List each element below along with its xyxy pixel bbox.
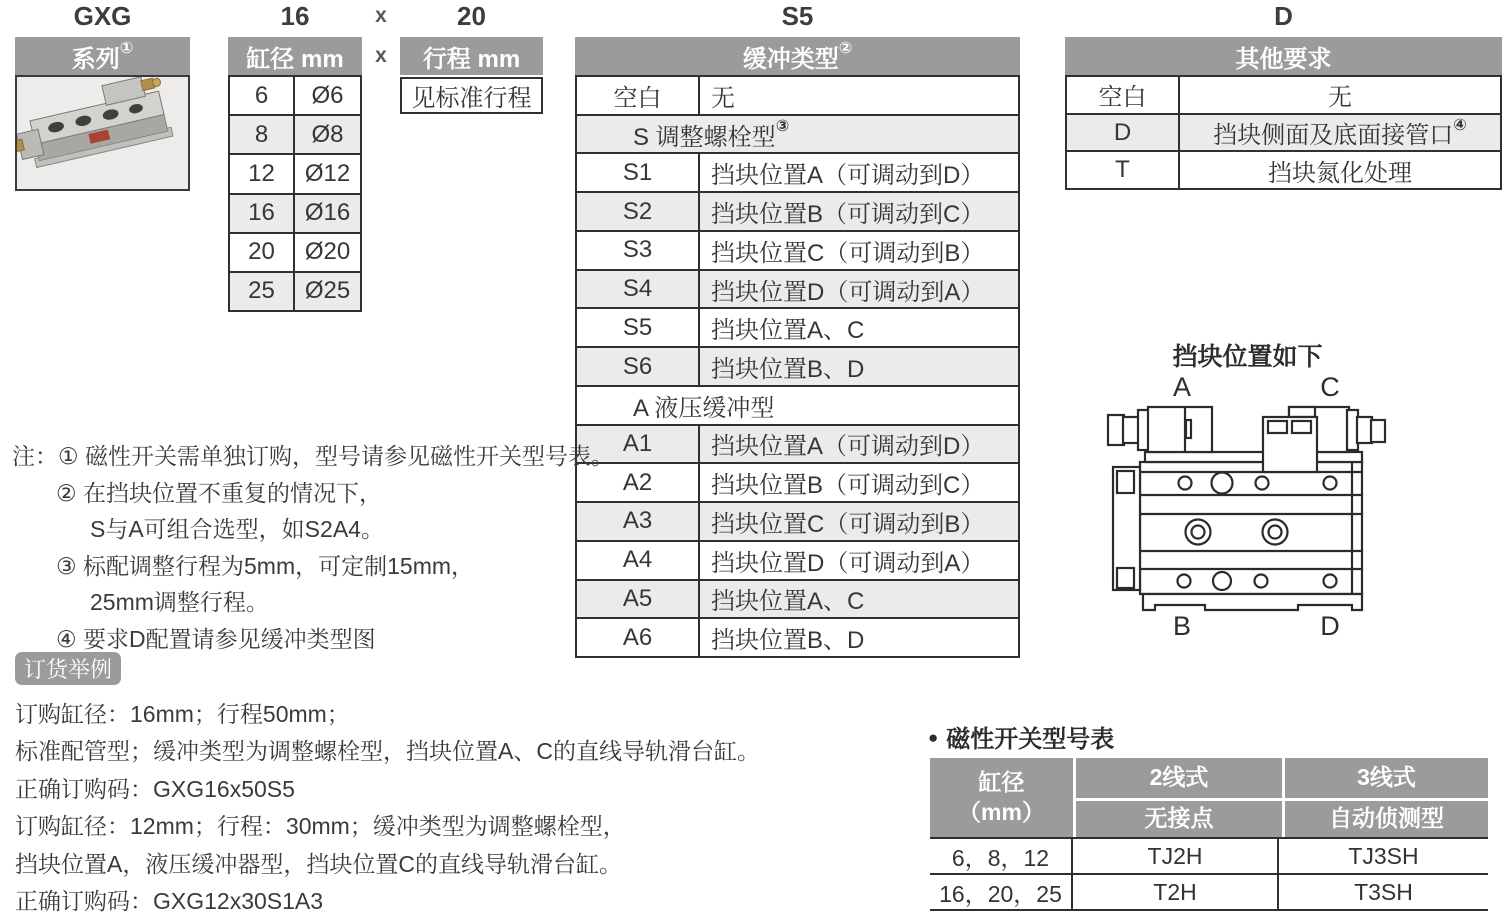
buffer-group-text: S 调整螺栓型 bbox=[633, 123, 776, 151]
switch-header-2wire-sub: 无接点 bbox=[1076, 801, 1282, 837]
stopper-label-d: D bbox=[1320, 611, 1340, 641]
table-row bbox=[1067, 113, 1500, 151]
buffer-group-label bbox=[577, 116, 1018, 153]
note-line: ④ 要求D配置请参见缓冲类型图 bbox=[56, 625, 376, 652]
stroke-header: 行程 mm bbox=[400, 37, 543, 75]
buffer-type-table bbox=[575, 75, 1020, 658]
series-header-label: 系列 bbox=[71, 45, 120, 73]
buffer-group-row bbox=[577, 114, 1018, 153]
code-buffer: S5 bbox=[781, 1, 814, 31]
buffer-desc-cell: 挡块位置C（可调动到B） bbox=[711, 510, 985, 538]
table-row bbox=[577, 424, 1018, 463]
switch-header-bore-line2: （mm） bbox=[958, 798, 1045, 825]
table-row bbox=[577, 77, 1018, 114]
buffer-code-cell: A4 bbox=[577, 542, 700, 579]
switch-row bbox=[930, 839, 1488, 873]
bore-size-cell: 16 bbox=[230, 195, 295, 232]
bore-size-cell: 6 bbox=[230, 77, 295, 114]
buffer-code-cell: S5 bbox=[577, 309, 700, 346]
table-row bbox=[1067, 77, 1500, 113]
order-example-badge: 订货举例 bbox=[15, 652, 121, 685]
order-example-line: 订购缸径：12mm；行程：30mm；缓冲类型为调整螺栓型， bbox=[15, 813, 626, 840]
order-example-line: 正确订购码：GXG16x50S5 bbox=[15, 775, 295, 802]
switch-table-title bbox=[928, 719, 1114, 754]
other-requirements-table bbox=[1065, 75, 1502, 190]
other-code-cell: T bbox=[1067, 152, 1180, 188]
note-line: 25mm调整行程。 bbox=[90, 589, 269, 615]
bore-dia-cell: Ø16 bbox=[304, 199, 351, 227]
notes-block bbox=[12, 438, 614, 657]
other-desc-text: 挡块侧面及底面接管口 bbox=[1213, 122, 1454, 149]
series-header-sup: ① bbox=[119, 40, 134, 57]
bore-header: 缸径 mm bbox=[228, 37, 362, 75]
buffer-header-label: 缓冲类型 bbox=[742, 45, 839, 73]
code-series: GXG bbox=[73, 1, 132, 31]
buffer-code-cell: 空白 bbox=[577, 77, 700, 114]
buffer-desc-cell: 挡块位置B（可调动到C） bbox=[711, 201, 985, 229]
other-desc-cell bbox=[1180, 115, 1500, 151]
order-example-line: 挡块位置A，液压缓冲器型，挡块位置C的直线导轨滑台缸。 bbox=[15, 850, 622, 877]
other-code-cell: 空白 bbox=[1067, 77, 1180, 113]
bore-dia-cell: Ø8 bbox=[311, 120, 344, 148]
header-times-separator: x bbox=[375, 44, 387, 67]
bullet-icon: ● bbox=[928, 727, 939, 747]
switch-table-header bbox=[930, 758, 1488, 837]
table-row bbox=[1067, 150, 1500, 188]
switch-bore-cell: 6，8，12 bbox=[930, 839, 1073, 873]
product-photo-box bbox=[15, 75, 190, 191]
other-header: 其他要求 bbox=[1065, 37, 1502, 75]
bore-size-cell: 12 bbox=[230, 155, 295, 192]
buffer-desc-cell: 挡块位置D（可调动到A） bbox=[711, 278, 985, 306]
table-row bbox=[577, 269, 1018, 308]
stopper-label-a: A bbox=[1172, 372, 1191, 402]
code-bore: 16 bbox=[280, 1, 310, 31]
switch-bore-cell: 16，20，25 bbox=[930, 875, 1073, 909]
order-example-line: 正确订购码：GXG12x30S1A3 bbox=[15, 888, 324, 915]
code-other: D bbox=[1274, 1, 1293, 31]
other-desc-cell: 无 bbox=[1328, 84, 1352, 112]
buffer-group-label bbox=[577, 387, 1018, 424]
buffer-code-cell: S6 bbox=[577, 348, 700, 385]
table-row bbox=[577, 579, 1018, 618]
switch-table-body bbox=[930, 837, 1488, 911]
buffer-code-cell: S4 bbox=[577, 271, 700, 308]
note-line: S与A可组合选型，如S2A4。 bbox=[90, 516, 384, 542]
order-example-line: 标准配管型；缓冲类型为调整螺栓型，挡块位置A、C的直线导轨滑台缸。 bbox=[15, 738, 760, 765]
table-row bbox=[577, 307, 1018, 346]
buffer-code-cell: A2 bbox=[577, 464, 700, 501]
buffer-code-cell: S2 bbox=[577, 193, 700, 230]
switch-header-bore-line1: 缸径 bbox=[978, 768, 1025, 795]
buffer-desc-cell: 挡块位置B（可调动到C） bbox=[711, 472, 985, 500]
switch-3wire-cell: T3SH bbox=[1354, 878, 1413, 905]
switch-2wire-cell: T2H bbox=[1073, 875, 1279, 909]
buffer-desc-cell: 挡块位置A、C bbox=[711, 317, 865, 345]
table-row bbox=[230, 271, 360, 310]
buffer-group-row bbox=[577, 385, 1018, 424]
table-row bbox=[577, 540, 1018, 579]
buffer-group-sup: ③ bbox=[775, 118, 790, 136]
bore-size-cell: 20 bbox=[230, 234, 295, 271]
bore-dia-cell: Ø25 bbox=[304, 277, 351, 305]
product-photo bbox=[17, 77, 188, 189]
buffer-group-text: A 液压缓冲型 bbox=[633, 394, 775, 422]
buffer-desc-cell: 挡块位置A（可调动到D） bbox=[711, 433, 985, 461]
switch-table-title-text: 磁性开关型号表 bbox=[946, 726, 1115, 753]
buffer-desc-cell: 无 bbox=[711, 84, 735, 112]
order-examples-block bbox=[15, 696, 760, 920]
buffer-code-cell: S1 bbox=[577, 154, 700, 191]
stopper-position-diagram bbox=[1105, 400, 1390, 615]
bore-dia-cell: Ø20 bbox=[304, 238, 351, 266]
buffer-desc-cell: 挡块位置C（可调动到B） bbox=[711, 239, 985, 267]
switch-2wire-cell: TJ2H bbox=[1073, 839, 1279, 873]
bore-size-cell: 8 bbox=[230, 116, 295, 153]
switch-3wire-cell: TJ3SH bbox=[1348, 842, 1419, 869]
switch-header-2wire: 2线式 bbox=[1076, 758, 1282, 798]
buffer-code-cell: A3 bbox=[577, 503, 700, 540]
buffer-code-cell: S3 bbox=[577, 232, 700, 269]
table-row bbox=[577, 501, 1018, 540]
buffer-code-cell: A5 bbox=[577, 581, 700, 618]
buffer-desc-cell: 挡块位置A、C bbox=[711, 588, 865, 616]
table-row bbox=[230, 77, 360, 114]
table-row bbox=[577, 346, 1018, 385]
other-desc-cell: 挡块氮化处理 bbox=[1268, 159, 1412, 187]
bore-dia-cell: Ø6 bbox=[311, 81, 344, 109]
order-example-line: 订购缸径：16mm；行程50mm； bbox=[15, 701, 350, 727]
stroke-note-box: 见标准行程 bbox=[400, 77, 543, 114]
table-row bbox=[577, 230, 1018, 269]
table-row bbox=[577, 191, 1018, 230]
table-row bbox=[577, 152, 1018, 191]
buffer-header-sup: ② bbox=[838, 40, 853, 57]
other-desc-sup: ④ bbox=[1453, 116, 1467, 134]
buffer-desc-cell: 挡块位置D（可调动到A） bbox=[711, 549, 985, 577]
note-line: ③ 标配调整行程为5mm，可定制15mm， bbox=[56, 552, 475, 579]
buffer-desc-cell: 挡块位置B、D bbox=[711, 627, 865, 655]
bore-table bbox=[228, 75, 362, 312]
table-row bbox=[230, 114, 360, 153]
buffer-header bbox=[575, 37, 1020, 75]
table-row bbox=[230, 153, 360, 192]
table-row bbox=[230, 232, 360, 271]
switch-row bbox=[930, 873, 1488, 909]
buffer-desc-cell: 挡块位置A（可调动到D） bbox=[711, 162, 985, 190]
switch-header-3wire-sub: 自动侦测型 bbox=[1285, 801, 1488, 837]
switch-header-bore bbox=[930, 758, 1073, 837]
buffer-code-cell: A6 bbox=[577, 619, 700, 656]
note-line: ② 在挡块位置不重复的情况下， bbox=[56, 479, 383, 506]
series-header bbox=[15, 37, 190, 75]
stopper-label-c: C bbox=[1320, 372, 1340, 402]
stopper-diagram-title: 挡块位置如下 bbox=[1172, 343, 1323, 371]
table-row bbox=[577, 462, 1018, 501]
magnetic-switch-table bbox=[930, 758, 1488, 911]
stopper-label-b: B bbox=[1172, 611, 1191, 641]
note-line: 注：① 磁性开关需单独订购，型号请参见磁性开关型号表。 bbox=[12, 443, 615, 469]
code-times-separator: x bbox=[375, 4, 387, 27]
bore-size-cell: 25 bbox=[230, 273, 295, 310]
switch-header-3wire: 3线式 bbox=[1285, 758, 1488, 798]
code-stroke: 20 bbox=[457, 1, 486, 31]
table-row bbox=[230, 193, 360, 232]
buffer-code-cell: A1 bbox=[577, 426, 700, 463]
bore-dia-cell: Ø12 bbox=[304, 159, 351, 187]
buffer-desc-cell: 挡块位置B、D bbox=[711, 356, 865, 383]
other-code-cell: D bbox=[1067, 115, 1180, 151]
table-row bbox=[577, 617, 1018, 656]
